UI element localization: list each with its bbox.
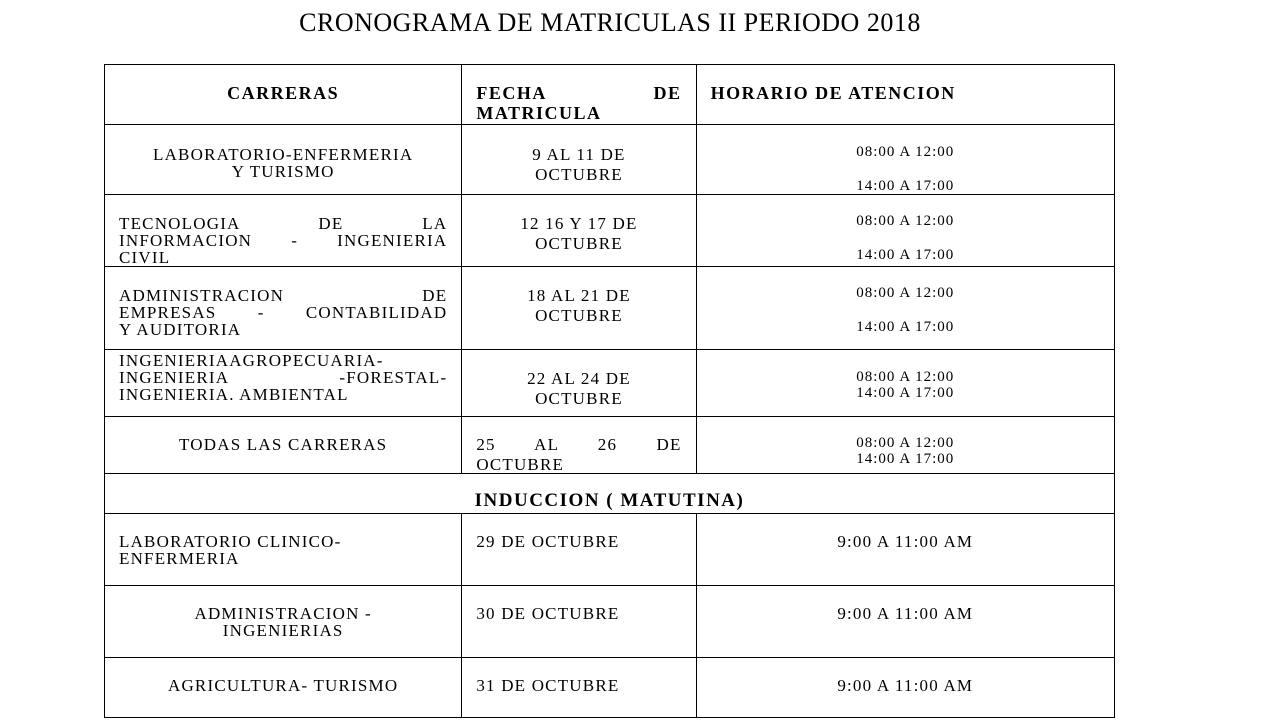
career-line: AGRICULTURA- TURISMO [167,676,399,695]
career-line: Y AUDITORIA [119,320,242,339]
date-line: 22 AL 24 DE [527,369,631,388]
hours-line: 9:00 A 11:00 AM [837,676,974,695]
header-careers [105,65,462,125]
career-cell [105,586,462,658]
hours-cell [696,125,1114,195]
date-line: OCTUBRE [535,165,623,184]
induction-heading-cell [105,474,1115,514]
hours-cell [696,514,1114,586]
table-row [105,658,1115,718]
table-row [105,350,1115,417]
hours-line: 08:00 A 12:00 [856,285,955,301]
date-line: 9 AL 11 DE [532,145,626,164]
hours-line: 9:00 A 11:00 AM [837,532,974,551]
career-line: INGENIERIAAGROPECUARIA- [119,351,384,370]
hours-line: 14:00 A 17:00 [856,385,955,401]
career-line: LABORATORIO CLINICO- [119,532,342,551]
career-line: CIVIL [119,248,171,267]
hours-cell [696,195,1114,267]
date-line: 18 AL 21 DE [527,286,631,305]
date-line: 25 AL 26 DE [476,435,682,454]
hours-cell [696,586,1114,658]
date-line: OCTUBRE [535,389,623,408]
table-row [105,125,1115,195]
date-cell [462,125,696,195]
hours-cell [696,267,1114,350]
career-cell [105,195,462,267]
hours-line: 14:00 A 17:00 [856,247,955,263]
hours-line: 08:00 A 12:00 [856,213,955,229]
table-row [105,195,1115,267]
career-line: LABORATORIO-ENFERMERIA [153,145,414,164]
page-title: CRONOGRAMA DE MATRICULAS II PERIODO 2018 [299,8,921,37]
career-line: ADMINISTRACION - [194,604,372,623]
career-line: INGENIERIA -FORESTAL- [119,368,448,387]
header-hours-label: HORARIO DE ATENCION [710,83,956,103]
induction-heading-row [105,474,1115,514]
career-line: ENFERMERIA [119,549,240,568]
date-cell [462,267,696,350]
header-row [105,65,1115,125]
hours-line: 08:00 A 12:00 [856,144,955,160]
career-cell [105,350,462,417]
schedule-table [104,64,1115,718]
date-line: OCTUBRE [535,234,623,253]
date-cell [462,514,696,586]
date-line: 12 16 Y 17 DE [520,214,638,233]
header-hours [696,65,1114,125]
table-row [105,267,1115,350]
header-date-line2: MATRICULA [476,103,602,123]
career-line: TECNOLOGIA DE LA [119,214,448,233]
hours-line: 08:00 A 12:00 [856,369,955,385]
career-cell [105,267,462,350]
date-cell [462,658,696,718]
table-row [105,514,1115,586]
induction-heading: INDUCCION ( MATUTINA) [474,490,745,511]
hours-line: 9:00 A 11:00 AM [837,604,974,623]
career-line: INGENIERIAS [222,621,344,640]
career-line: TODAS LAS CARRERAS [179,435,388,454]
table-row [105,586,1115,658]
hours-line: 14:00 A 17:00 [856,319,955,335]
header-careers-label: CARRERAS [227,83,340,103]
hours-cell [696,350,1114,417]
header-date [462,65,696,125]
date-cell [462,195,696,267]
hours-line: 08:00 A 12:00 [856,435,955,451]
date-line: 29 DE OCTUBRE [476,532,620,551]
career-line: ADMINISTRACION DE [119,286,448,305]
career-cell [105,514,462,586]
career-line: Y TURISMO [231,162,335,181]
date-cell [462,350,696,417]
career-cell [105,417,462,474]
hours-cell [696,417,1114,474]
career-line: INFORMACION - INGENIERIA [119,231,448,250]
date-line: OCTUBRE [535,306,623,325]
career-cell [105,658,462,718]
header-date-line1: FECHA DE [476,83,682,103]
career-line: INGENIERIA. AMBIENTAL [119,385,349,404]
career-line: EMPRESAS - CONTABILIDAD [119,303,448,322]
hours-cell [696,658,1114,718]
table-row [105,417,1115,474]
date-line: 30 DE OCTUBRE [476,604,620,623]
hours-line: 14:00 A 17:00 [856,451,955,467]
date-cell [462,417,696,474]
hours-line: 14:00 A 17:00 [856,178,955,194]
date-line: 31 DE OCTUBRE [476,676,620,695]
career-cell [105,125,462,195]
date-cell [462,586,696,658]
date-line: OCTUBRE [476,455,565,474]
